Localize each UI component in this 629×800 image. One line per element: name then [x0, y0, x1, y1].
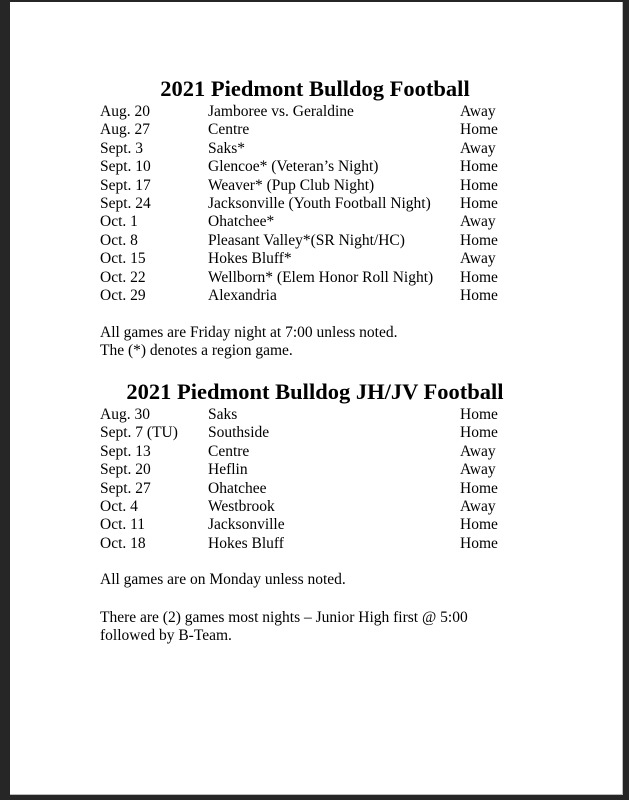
game-location: Home	[460, 479, 498, 497]
jv-title: 2021 Piedmont Bulldog JH/JV Football	[126, 379, 504, 404]
varsity-note-region: The (*) denotes a region game.	[100, 342, 293, 359]
game-opponent: Centre	[208, 442, 250, 460]
game-location: Away	[460, 461, 496, 479]
game-location: Home	[460, 121, 498, 139]
game-location: Away	[460, 442, 496, 460]
game-opponent: Centre	[208, 121, 250, 139]
game-opponent: Alexandria	[208, 286, 277, 304]
game-location: Home	[460, 194, 498, 212]
game-location: Home	[460, 424, 498, 442]
game-opponent: Heflin	[208, 461, 248, 479]
game-opponent: Saks*	[208, 139, 246, 157]
game-location: Away	[460, 250, 496, 268]
game-opponent: Hokes Bluff	[208, 534, 284, 552]
game-location: Home	[460, 286, 498, 304]
game-opponent: Jamboree vs. Geraldine	[208, 103, 354, 120]
game-location: Home	[460, 231, 498, 249]
jv-note-games-line2: followed by B-Team.	[100, 627, 232, 644]
game-location: Away	[460, 103, 496, 120]
game-opponent: Southside	[208, 424, 270, 442]
game-date: Oct. 22	[100, 268, 146, 286]
game-opponent: Wellborn* (Elem Honor Roll Night)	[208, 268, 434, 286]
game-date: Sept. 3	[100, 139, 144, 157]
game-opponent: Jacksonville (Youth Football Night)	[208, 194, 431, 212]
game-opponent: Pleasant Valley*(SR Night/HC)	[208, 231, 405, 249]
game-date: Oct. 15	[100, 250, 146, 268]
game-location: Home	[460, 534, 498, 552]
game-date: Aug. 20	[100, 103, 150, 120]
game-opponent: Westbrook	[208, 497, 275, 515]
game-date: Oct. 18	[100, 534, 146, 552]
game-opponent: Glencoe* (Veteran’s Night)	[208, 158, 379, 176]
game-date: Aug. 27	[100, 121, 150, 139]
game-date: Oct. 29	[100, 286, 146, 304]
game-location: Home	[460, 406, 498, 423]
game-opponent: Saks	[208, 406, 238, 423]
game-date: Oct. 8	[100, 231, 138, 249]
varsity-note-time: All games are Friday night at 7:00 unless noted.	[100, 324, 398, 341]
game-date: Oct. 1	[100, 213, 138, 231]
game-location: Away	[460, 497, 496, 515]
game-location: Home	[460, 176, 498, 194]
game-opponent: Weaver* (Pup Club Night)	[208, 176, 375, 194]
game-date: Sept. 20	[100, 461, 151, 479]
game-date: Sept. 24	[100, 194, 151, 212]
game-date: Sept. 27	[100, 479, 151, 497]
game-opponent: Ohatchee	[208, 479, 267, 497]
game-opponent: Jacksonville	[208, 516, 285, 534]
game-location: Away	[460, 213, 496, 231]
game-date: Sept. 13	[100, 442, 151, 460]
jv-note-games-line1: There are (2) games most nights – Junior High first @ 5:00	[100, 609, 468, 626]
game-location: Home	[460, 268, 498, 286]
game-date: Aug. 30	[100, 406, 150, 423]
game-date: Sept. 17	[100, 176, 151, 194]
jv-note-monday: All games are on Monday unless noted.	[100, 571, 346, 588]
game-date: Oct. 11	[100, 516, 146, 534]
game-location: Away	[460, 139, 496, 157]
game-date: Sept. 7 (TU)	[100, 424, 178, 442]
varsity-title: 2021 Piedmont Bulldog Football	[160, 76, 470, 101]
game-date: Sept. 10	[100, 158, 151, 176]
game-opponent: Ohatchee*	[208, 213, 275, 231]
game-opponent: Hokes Bluff*	[208, 250, 292, 268]
game-location: Home	[460, 158, 498, 176]
game-date: Oct. 4	[100, 497, 138, 515]
game-location: Home	[460, 516, 498, 534]
